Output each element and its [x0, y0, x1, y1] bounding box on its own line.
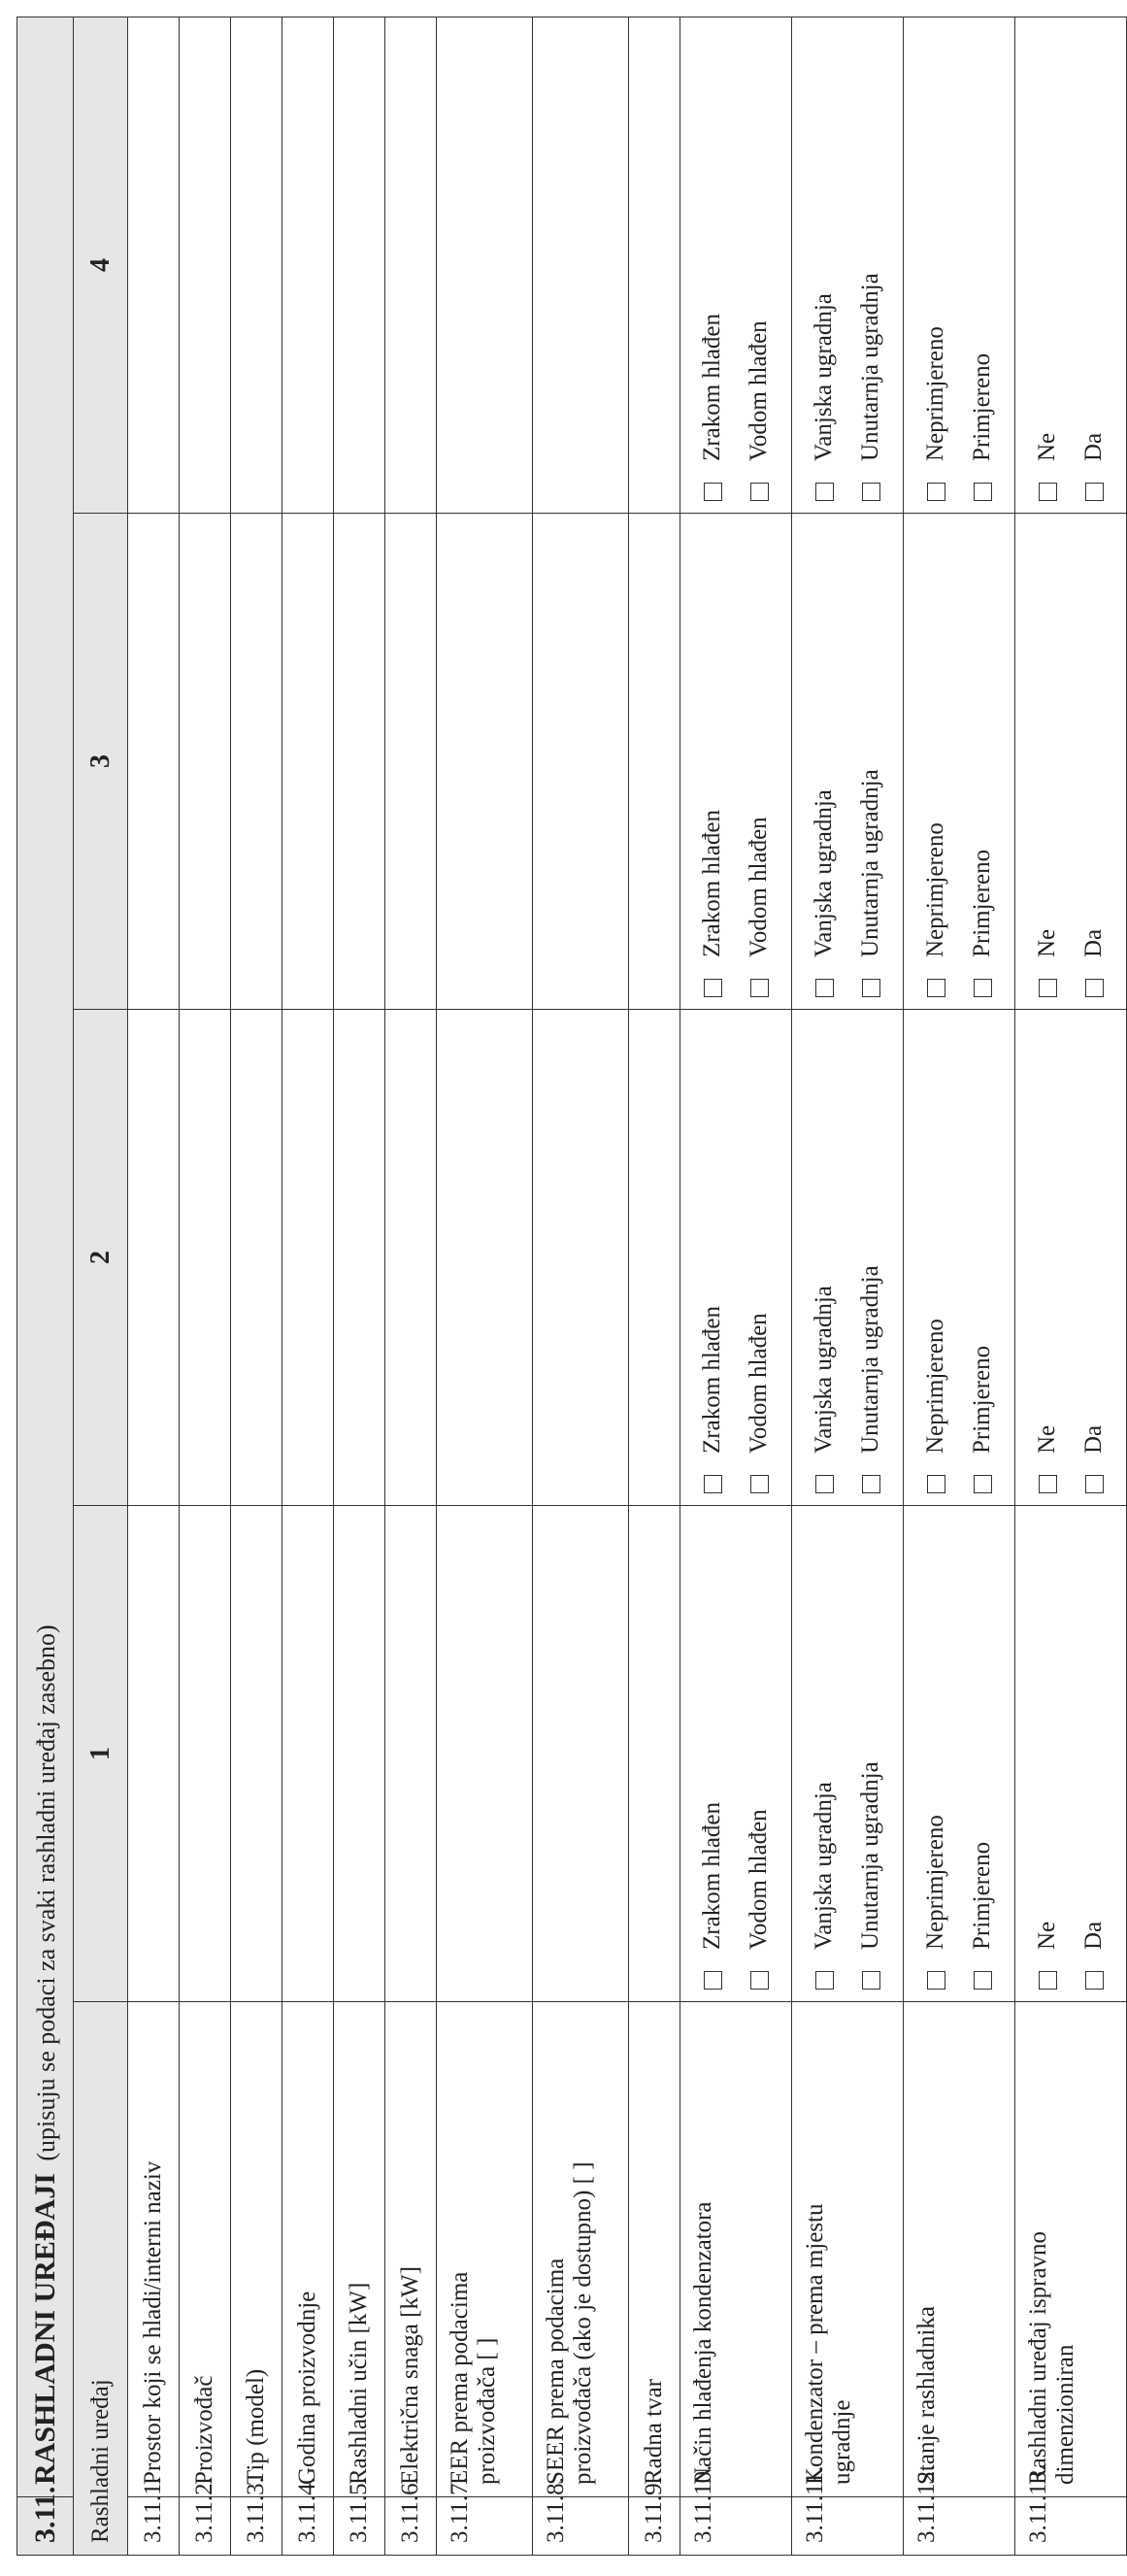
option-label: Primjereno: [969, 1841, 995, 1950]
option-ne[interactable]: [1024, 29, 1071, 501]
option-zrakom-hladen[interactable]: [689, 1518, 736, 1990]
option-cell: [1015, 1506, 1127, 2002]
option-vanjska-ugradnja[interactable]: [801, 29, 847, 501]
checkbox[interactable]: [862, 483, 880, 501]
option-primjereno[interactable]: [959, 29, 1006, 501]
option-label: Vodom hlađen: [746, 817, 772, 957]
option-label: Neprimjereno: [922, 326, 948, 461]
table-row: [282, 17, 334, 2555]
row-number: 3.11.4.: [282, 2497, 334, 2556]
section-title: RASHLADNI UREĐAJI: [28, 2173, 61, 2485]
option-unutarnja-ugradnja[interactable]: [847, 1021, 894, 1493]
table-row: [792, 17, 904, 2555]
checkbox[interactable]: [704, 1475, 722, 1493]
table-row: [385, 17, 437, 2555]
row-number: 3.11.2.: [180, 2497, 231, 2556]
checkbox[interactable]: [1085, 979, 1104, 997]
table-row: [680, 17, 792, 2555]
table-row: [128, 17, 180, 2555]
option-cell: [792, 514, 904, 1010]
checkbox[interactable]: [750, 1475, 769, 1493]
option-ne[interactable]: [1024, 1518, 1071, 1990]
table-row: [629, 17, 680, 2555]
table-row: [437, 17, 533, 2555]
option-cell: [792, 1506, 904, 2002]
option-vanjska-ugradnja[interactable]: [801, 1518, 847, 1990]
entry-cell[interactable]: [385, 514, 437, 1010]
option-label: Unutarnja ugradnja: [857, 769, 883, 957]
option-primjereno[interactable]: [959, 525, 1006, 997]
option-label: Zrakom hlađen: [699, 1305, 725, 1454]
checkbox[interactable]: [974, 979, 992, 997]
checkbox[interactable]: [1039, 483, 1057, 501]
row-label: Prostor koji se hladi/interni naziv: [128, 2002, 180, 2497]
section-number: 3.11.: [17, 2497, 74, 2556]
row-number: 3.11.7.: [437, 2497, 533, 2556]
option-neprimjereno[interactable]: [912, 1518, 959, 1990]
checkbox[interactable]: [815, 483, 834, 501]
option-label: Da: [1080, 1921, 1107, 1950]
entry-cell[interactable]: [231, 17, 282, 513]
option-cell: [904, 1010, 1015, 1506]
checkbox[interactable]: [1039, 1971, 1057, 1990]
row-label: Proizvođač: [180, 2002, 231, 2497]
row-label: Električna snaga [kW]: [385, 2002, 437, 2497]
row-number: 3.11.1.: [128, 2497, 180, 2556]
option-da[interactable]: [1071, 525, 1117, 997]
entry-cell[interactable]: [629, 17, 680, 513]
entry-cell[interactable]: [629, 1506, 680, 2002]
option-label: Vodom hlađen: [746, 320, 772, 461]
row-number: 3.11.6.: [385, 2497, 437, 2556]
checkbox[interactable]: [1085, 1475, 1104, 1493]
option-label: Ne: [1034, 1921, 1060, 1950]
option-da[interactable]: [1071, 29, 1117, 501]
checkbox[interactable]: [750, 979, 769, 997]
entry-cell[interactable]: [385, 1010, 437, 1506]
checkbox[interactable]: [927, 1475, 945, 1493]
entry-cell[interactable]: [334, 17, 385, 513]
checkbox[interactable]: [974, 1475, 992, 1493]
row-number: 3.11.9.: [629, 2497, 680, 2556]
row-label: Tip (model): [231, 2002, 282, 2497]
option-vodom-hladen[interactable]: [736, 525, 782, 997]
entry-cell[interactable]: [385, 1506, 437, 2002]
checkbox[interactable]: [815, 979, 834, 997]
checkbox[interactable]: [1039, 979, 1057, 997]
checkbox[interactable]: [927, 979, 945, 997]
option-label: Unutarnja ugradnja: [857, 273, 883, 461]
checkbox[interactable]: [927, 483, 945, 501]
checkbox[interactable]: [974, 1971, 992, 1990]
row-number: 3.11.8.: [533, 2497, 629, 2556]
entry-cell[interactable]: [385, 17, 437, 513]
option-label: Vanjska ugradnja: [811, 1782, 837, 1950]
entry-cell[interactable]: [533, 17, 629, 513]
option-neprimjereno[interactable]: [912, 525, 959, 997]
option-zrakom-hladen[interactable]: [689, 1021, 736, 1493]
option-label: Vanjska ugradnja: [811, 1286, 837, 1454]
entry-cell[interactable]: [282, 514, 334, 1010]
device-column-4-header: 4: [74, 17, 128, 513]
option-ne[interactable]: [1024, 1021, 1071, 1493]
option-cell: [680, 17, 792, 513]
row-label-line: proizvođača [ ]: [474, 2337, 500, 2485]
checkbox[interactable]: [927, 1971, 945, 1990]
option-zrakom-hladen[interactable]: [689, 525, 736, 997]
option-label: Ne: [1034, 432, 1060, 461]
option-label: Primjereno: [969, 352, 995, 461]
option-label: Zrakom hlađen: [699, 809, 725, 957]
option-vanjska-ugradnja[interactable]: [801, 525, 847, 997]
device-column-2-header: 2: [74, 1010, 128, 1506]
option-cell: [792, 17, 904, 513]
option-da[interactable]: [1071, 1518, 1117, 1990]
table-row: [1015, 17, 1127, 2555]
checkbox[interactable]: [815, 1475, 834, 1493]
entry-cell[interactable]: [629, 1010, 680, 1506]
entry-cell[interactable]: [282, 1506, 334, 2002]
cooling-devices-table: [17, 17, 1127, 2556]
option-label: Neprimjereno: [922, 822, 948, 957]
option-vodom-hladen[interactable]: [736, 29, 782, 501]
row-number: 3.11.11.: [792, 2497, 904, 2556]
entry-cell[interactable]: [231, 1010, 282, 1506]
entry-cell[interactable]: [334, 1010, 385, 1506]
device-header-label: Rashladni uređaj: [74, 2002, 128, 2556]
checkbox[interactable]: [704, 483, 722, 501]
row-label-line: proizvođača (ako je dostupno) [ ]: [570, 2161, 596, 2485]
option-label: Vanjska ugradnja: [811, 293, 837, 461]
section-title-cell: [17, 17, 74, 2496]
option-neprimjereno[interactable]: [912, 29, 959, 501]
option-label: Vanjska ugradnja: [811, 789, 837, 957]
checkbox[interactable]: [974, 483, 992, 501]
row-number: 3.11.10.: [680, 2497, 792, 2556]
option-primjereno[interactable]: [959, 1021, 1006, 1493]
entry-cell[interactable]: [128, 1506, 180, 2002]
row-label: Radna tvar: [629, 2002, 680, 2497]
checkbox[interactable]: [1085, 483, 1104, 501]
entry-cell[interactable]: [533, 1506, 629, 2002]
row-number: 3.11.12.: [904, 2497, 1015, 2556]
option-label: Unutarnja ugradnja: [857, 1265, 883, 1454]
option-cell: [680, 514, 792, 1010]
option-cell: [904, 17, 1015, 513]
option-primjereno[interactable]: [959, 1518, 1006, 1990]
entry-cell[interactable]: [437, 514, 533, 1010]
checkbox[interactable]: [750, 1971, 769, 1990]
entry-cell[interactable]: [180, 1010, 231, 1506]
entry-cell[interactable]: [629, 514, 680, 1010]
option-label: Primjereno: [969, 849, 995, 957]
option-label: Vodom hlađen: [746, 1809, 772, 1950]
row-label: Godina proizvodnje: [282, 2002, 334, 2497]
entry-cell[interactable]: [180, 17, 231, 513]
entry-cell[interactable]: [282, 1010, 334, 1506]
entry-cell[interactable]: [533, 1010, 629, 1506]
option-cell: [680, 1506, 792, 2002]
option-cell: [680, 1010, 792, 1506]
entry-cell[interactable]: [180, 514, 231, 1010]
table-row: [231, 17, 282, 2555]
option-label: Vodom hlađen: [746, 1313, 772, 1454]
row-number: 3.11.5.: [334, 2497, 385, 2556]
option-label: Da: [1080, 1424, 1107, 1454]
checkbox[interactable]: [862, 979, 880, 997]
device-column-3-header: 3: [74, 514, 128, 1010]
entry-cell[interactable]: [128, 1010, 180, 1506]
checkbox[interactable]: [1085, 1971, 1104, 1990]
entry-cell[interactable]: [437, 1010, 533, 1506]
option-label: Da: [1080, 432, 1107, 461]
option-label: Neprimjereno: [922, 1319, 948, 1454]
option-vodom-hladen[interactable]: [736, 1021, 782, 1493]
option-label: Zrakom hlađen: [699, 1801, 725, 1950]
option-cell: [1015, 17, 1127, 513]
option-label: Neprimjereno: [922, 1815, 948, 1950]
entry-cell[interactable]: [533, 514, 629, 1010]
option-zrakom-hladen[interactable]: [689, 29, 736, 501]
checkbox[interactable]: [1039, 1475, 1057, 1493]
entry-cell[interactable]: [334, 1506, 385, 2002]
option-vodom-hladen[interactable]: [736, 1518, 782, 1990]
row-label: Način hlađenja kondenzatora: [680, 2002, 792, 2497]
option-label: Primjereno: [969, 1345, 995, 1454]
checkbox[interactable]: [862, 1475, 880, 1493]
row-label: [437, 2002, 533, 2497]
option-unutarnja-ugradnja[interactable]: [847, 1518, 894, 1990]
entry-cell[interactable]: [128, 17, 180, 513]
row-label-line: EER prema podacima: [447, 2271, 473, 2485]
option-label: Zrakom hlađen: [699, 313, 725, 461]
option-cell: [904, 514, 1015, 1010]
row-label-line: Rashladni uređaj ispravno: [1025, 2230, 1051, 2485]
row-label: Rashladni učin [kW]: [334, 2002, 385, 2497]
option-vanjska-ugradnja[interactable]: [801, 1021, 847, 1493]
checkbox[interactable]: [750, 483, 769, 501]
row-label-line: SEER prema podacima: [543, 2258, 569, 2485]
option-label: Ne: [1034, 1424, 1060, 1454]
option-label: Unutarnja ugradnja: [857, 1761, 883, 1950]
table-row: [334, 17, 385, 2555]
table-row: [533, 17, 629, 2555]
table-row: [180, 17, 231, 2555]
option-cell: [1015, 1010, 1127, 1506]
entry-cell[interactable]: [437, 17, 533, 513]
option-da[interactable]: [1071, 1021, 1117, 1493]
option-unutarnja-ugradnja[interactable]: [847, 525, 894, 997]
device-column-1-header: 1: [74, 1506, 128, 2002]
checkbox[interactable]: [862, 1971, 880, 1990]
entry-cell[interactable]: [334, 514, 385, 1010]
entry-cell[interactable]: [231, 1506, 282, 2002]
entry-cell[interactable]: [128, 514, 180, 1010]
row-number: 3.11.13.: [1015, 2497, 1127, 2556]
option-ne[interactable]: [1024, 525, 1071, 997]
option-unutarnja-ugradnja[interactable]: [847, 29, 894, 501]
row-label: Stanje rashladnika: [904, 2002, 1015, 2497]
section-note: (upisuju se podaci za svaki rashladni uređaj zasebno): [31, 1624, 60, 2161]
row-label: [533, 2002, 629, 2497]
entry-cell[interactable]: [180, 1506, 231, 2002]
row-label-line: dimenzioniran: [1052, 2344, 1078, 2485]
option-neprimjereno[interactable]: [912, 1021, 959, 1493]
option-label: Ne: [1034, 928, 1060, 957]
checkbox[interactable]: [815, 1971, 834, 1990]
row-label-line: ugradnje: [829, 2399, 855, 2485]
option-cell: [1015, 514, 1127, 1010]
checkbox[interactable]: [704, 979, 722, 997]
row-label-line: Kondenzator – prema mjestu: [802, 2203, 828, 2485]
option-cell: [792, 1010, 904, 1506]
row-label: [792, 2002, 904, 2497]
option-cell: [904, 1506, 1015, 2002]
entry-cell[interactable]: [437, 1506, 533, 2002]
row-label: [1015, 2002, 1127, 2497]
entry-cell[interactable]: [282, 17, 334, 513]
checkbox[interactable]: [704, 1971, 722, 1990]
row-number: 3.11.3.: [231, 2497, 282, 2556]
option-label: Da: [1080, 928, 1107, 957]
table-row: [904, 17, 1015, 2555]
entry-cell[interactable]: [231, 514, 282, 1010]
